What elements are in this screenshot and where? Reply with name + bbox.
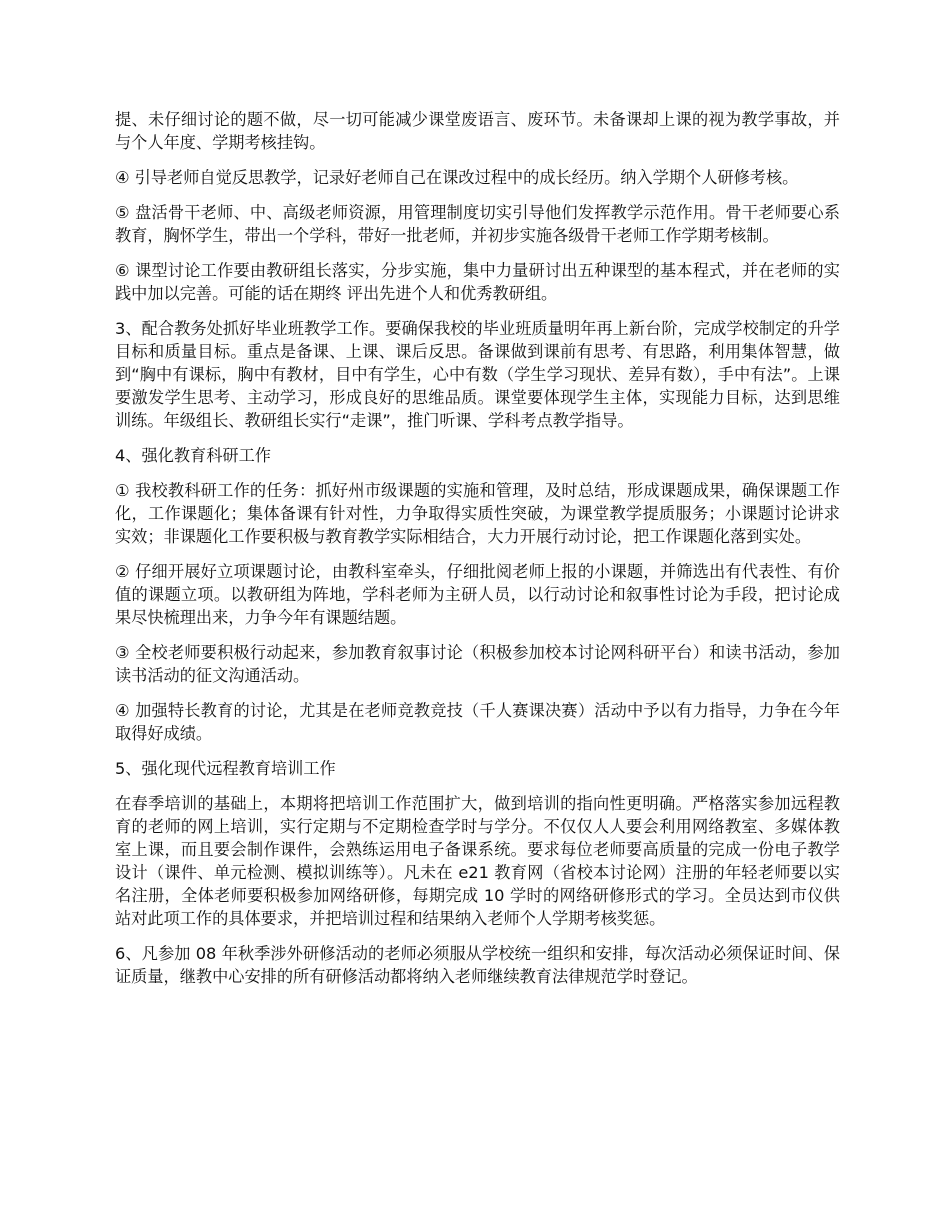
paragraph-remote-training: 在春季培训的基础上，本期将把培训工作范围扩大，做到培训的指向性更明确。严格落实参加远程教育的老师的网上培训，实行定期与不定期检查学时与学分。不仅仅人人要会利用网络教室、多媒体教室上课，而且要会制作课件，会熟练运用电子备课系统。要求每位老师要高质量的完成一份电子教学设计（课件、单元检测、模拟训练等）。凡未在 e21 教育网（省校本讨论网）注册的年轻老师要以实名注册，全体老师要积极参加网络研修，每期完成 10 学时的网络研修形式的学习。全员达到市仪供站对此项工作的具体要求，并把培训过程和结果纳入老师个人学期考核奖惩。: [115, 794, 840, 928]
paragraph-item-1-research-tasks: ① 我校教科研工作的任务：抓好州市级课题的实施和管理，及时总结，形成课题成果，确保课题工作化，工作课题化；集体备课有针对性，力争取得实质性突破，为课堂教学提质服务；小课题讨论讲求实效；非课题化工作要积极与教育教学实际相结合，大力开展行动讨论，把工作课题化落到实处。: [115, 481, 840, 546]
paragraph-item-3-narrative-research: ③ 全校老师要积极行动起来，参加教育叙事讨论（积极参加校本讨论网科研平台）和读书活动，参加读书活动的征文沟通活动。: [115, 643, 840, 685]
paragraph-item-6-lesson-types: ⑥ 课型讨论工作要由教研组长落实，分步实施，集中力量研讨出五种课型的基本程式，并在老师的实践中加以完善。可能的话在期终 评出先进个人和优秀教研组。: [115, 261, 840, 303]
paragraph-continuation: 提、未仔细讨论的题不做，尽一切可能减少课堂废语言、废环节。未备课却上课的视为教学事故，并与个人年度、学期考核挂钩。: [115, 110, 840, 152]
paragraph-item-4-specialty-education: ④ 加强特长教育的讨论，尤其是在老师竞教竞技（千人赛课决赛）活动中予以有力指导，力争在今年取得好成绩。: [115, 701, 840, 743]
paragraph-item-2-project-research: ② 仔细开展好立项课题讨论，由教科室牵头，仔细批阅老师上报的小课题，并筛选出有代表性、有价值的课题立项。以教研组为阵地，学科老师为主研人员，以行动讨论和叙事性讨论为手段，把讨论成果尽快梳理出来，力争今年有课题结题。: [115, 562, 840, 627]
paragraph-section-6-autumn-training: 6、凡参加 08 年秋季涉外研修活动的老师必须服从学校统一组织和安排，每次活动必须保证时间、保证质量，继教中心安排的所有研修活动都将纳入老师继续教育法律规范学时登记。: [115, 944, 840, 986]
section-heading-4-research: 4、强化教育科研工作: [115, 446, 271, 465]
paragraph-section-3-graduating-class: 3、配合教务处抓好毕业班教学工作。要确保我校的毕业班质量明年再上新台阶，完成学校制定的升学目标和质量目标。重点是备课、上课、课后反思。备课做到课前有思考、有思路，利用集体智慧，做到“胸中有课标，胸中有教材，目中有学生，心中有数（学生学习现状、差异有数），手中有法”。上课要激发学生思考、主动学习，形成良好的思维品质。课堂要体现学生主体，实现能力目标，达到思维训练。年级组长、教研组长实行“走课”，推门听课、学科考点教学指导。: [115, 319, 840, 430]
section-heading-5-remote-training: 5、强化现代远程教育培训工作: [115, 759, 336, 778]
paragraph-item-5-backbone-teachers: ⑤ 盘活骨干老师、中、高级老师资源，用管理制度切实引导他们发挥教学示范作用。骨干老师要心系教育，胸怀学生，带出一个学科，带好一批老师，并初步实施各级骨干老师工作学期考核制。: [115, 203, 840, 245]
paragraph-item-4-reflection: ④ 引导老师自觉反思教学，记录好老师自己在课改过程中的成长经历。纳入学期个人研修考核。: [115, 168, 799, 187]
